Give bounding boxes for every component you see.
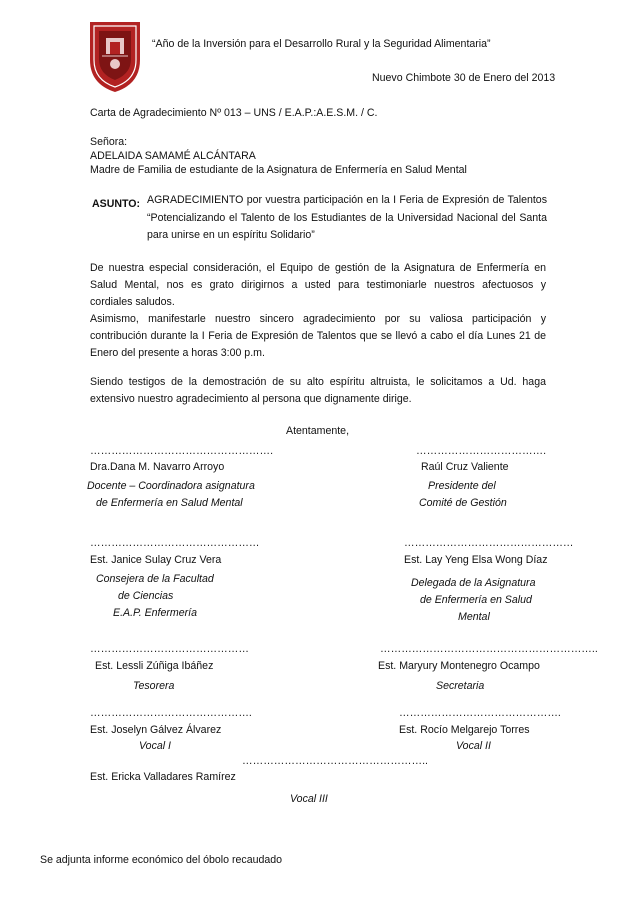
- subject-line: AGRADECIMIENTO por vuestra participación en la I Feria de Expresión de Talentos: [147, 194, 547, 206]
- signature-line: ………………………………………: [90, 643, 249, 655]
- body-line: cordiales saludos.: [90, 296, 175, 308]
- recipient-role: Madre de Familia de estudiante de la Asignatura de Enfermería en Salud Mental: [90, 164, 467, 176]
- signer-role: Vocal II: [456, 740, 491, 752]
- signer-name: Est. Rocío Melgarejo Torres: [399, 724, 530, 736]
- place-date: Nuevo Chimbote 30 de Enero del 2013: [372, 72, 556, 84]
- signer-role: Docente – Coordinadora asignatura: [87, 480, 255, 492]
- signer-name: Est. Maryury Montenegro Ocampo: [378, 660, 540, 672]
- signature-line: ……………………………….: [416, 445, 547, 457]
- signature-line: ……………………………………………..: [242, 755, 428, 767]
- signature-line: …………………………………………….: [90, 445, 274, 457]
- subject-line: para unirse en un espíritu Solidario”: [147, 229, 315, 241]
- signer-role: Vocal III: [290, 793, 328, 805]
- signer-role: Vocal I: [139, 740, 171, 752]
- body-line: Asimismo, manifestarle nuestro sincero agradecimiento por su valiosa participación y: [90, 313, 546, 325]
- signer-name: Raúl Cruz Valiente: [421, 461, 509, 473]
- signer-name: Est. Lay Yeng Elsa Wong Díaz: [404, 554, 548, 566]
- signer-role: Consejera de la Facultad: [96, 573, 214, 585]
- signer-role: Comité de Gestión: [419, 497, 507, 509]
- signer-role: Secretaria: [436, 680, 485, 692]
- signature-line: ……………………………………….: [90, 707, 252, 719]
- body-line: contribución durante la I Feria de Expresión de Talentos que se llevó a cabo el día Lunes 21 de: [90, 330, 546, 342]
- subject-label: ASUNTO:: [92, 198, 141, 210]
- signature-line: ……………………………………………………..: [380, 643, 598, 655]
- signer-name: Est. Janice Sulay Cruz Vera: [90, 554, 222, 566]
- signer-role: de Enfermería en Salud: [420, 594, 532, 606]
- signature-line: ……………………………………….: [399, 707, 561, 719]
- subject-line: “Potencializando el Talento de los Estudiantes de la Universidad Nacional del Santa: [147, 212, 547, 224]
- signer-name: Est. Ericka Valladares Ramírez: [90, 771, 236, 783]
- body-line: De nuestra especial consideración, el Equipo de gestión de la Asignatura de Enfermería en: [90, 262, 546, 274]
- signer-role: de Ciencias: [118, 590, 174, 602]
- motto: “Año de la Inversión para el Desarrollo Rural y la Seguridad Alimentaria”: [152, 38, 491, 50]
- university-seal-logo: [86, 20, 144, 94]
- signature-line: …………………………………………: [404, 537, 574, 549]
- signer-role: Presidente del: [428, 480, 496, 492]
- signer-name: Dra.Dana M. Navarro Arroyo: [90, 461, 225, 473]
- signer-role: E.A.P. Enfermería: [113, 607, 198, 619]
- body-line: Siendo testigos de la demostración de su alto espíritu altruista, le solicitamos a Ud. haga: [90, 376, 546, 388]
- letter-reference: Carta de Agradecimiento Nº 013 – UNS / E.A.P.:A.E.S.M. / C.: [90, 107, 378, 119]
- body-line: extensivo nuestro agradecimiento al persona que dignamente dirige.: [90, 393, 412, 405]
- signer-role: Delegada de la Asignatura: [411, 577, 536, 589]
- signer-name: Est. Joselyn Gálvez Álvarez: [90, 724, 222, 736]
- recipient-name: ADELAIDA SAMAMÉ ALCÁNTARA: [90, 150, 256, 162]
- signer-name: Est. Lessli Zúñiga Ibáñez: [95, 660, 214, 672]
- salutation: Señora:: [90, 136, 128, 148]
- body-line: Salud Mental, nos es grato dirigirnos a usted para testimoniarle nuestros afectuosos y: [90, 279, 546, 291]
- signature-line: …………………………………………: [90, 537, 260, 549]
- signer-role: Mental: [458, 611, 490, 623]
- signer-role: Tesorera: [133, 680, 175, 692]
- body-line: Enero del presente a horas 3:00 p.m.: [90, 347, 265, 359]
- signer-role: de Enfermería en Salud Mental: [96, 497, 243, 509]
- footer-note: Se adjunta informe económico del óbolo recaudado: [40, 854, 283, 866]
- closing: Atentamente,: [286, 425, 350, 437]
